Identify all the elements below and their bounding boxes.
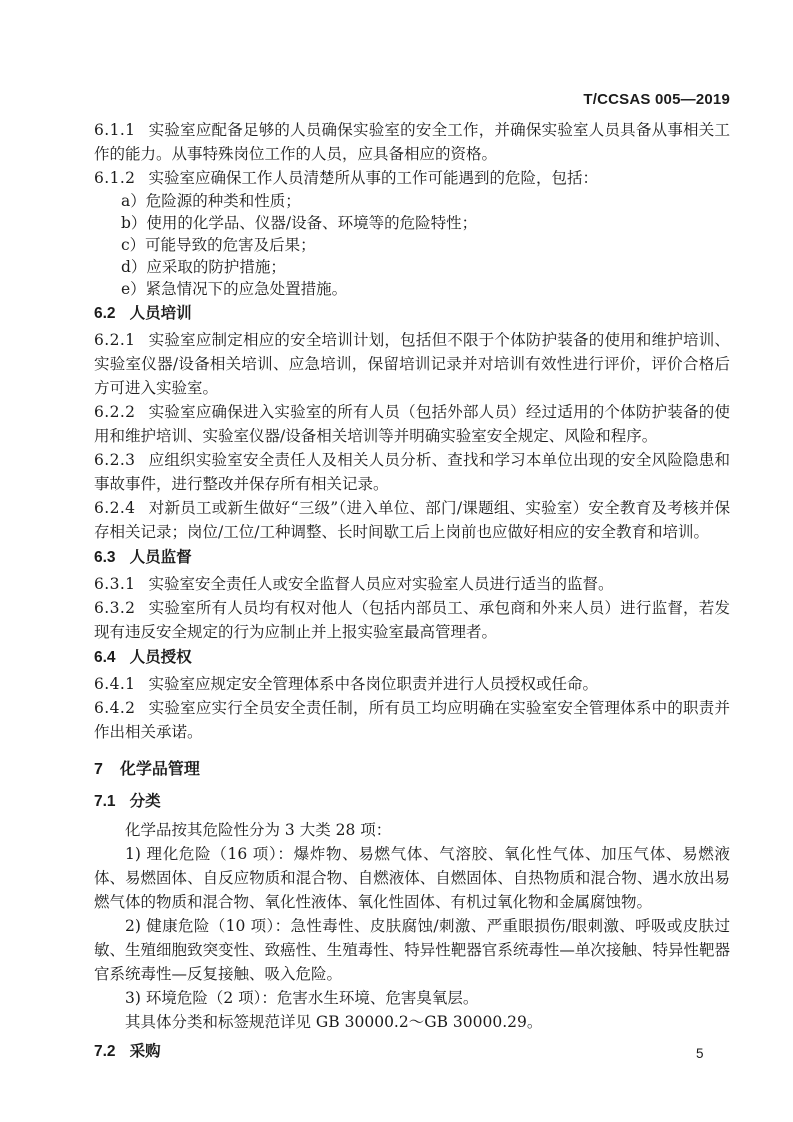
section-heading-7.1 bbox=[94, 790, 730, 814]
section-number: 7.1 bbox=[94, 793, 116, 810]
para-gb-reference: 其具体分类和标签规范详见 GB 30000.2～GB 30000.29。 bbox=[125, 1013, 543, 1031]
section-title: 分类 bbox=[129, 793, 161, 810]
clause-number: 6.3.2 bbox=[94, 599, 136, 617]
clause-number: 6.3.1 bbox=[94, 575, 136, 593]
clause-text: 实验室应制定相应的安全培训计划，包括但不限于个体防护装备的使用和维护培训、实验室仪器/设备相关培训、应急培训，保留培训记录并对培训有效性进行评价，评价合格后方可进入实验室。 bbox=[94, 331, 730, 397]
clause-6.2.1 bbox=[94, 328, 730, 400]
section-heading-6.2 bbox=[94, 302, 730, 326]
para-physical-hazards: 1) 理化危险（16 项）：爆炸物、易燃气体、气溶胶、氧化性气体、加压气体、易燃液体、易燃固体、自反应物质和混合物、自燃液体、自燃固体、自热物质和混合物、遇水放出易燃气体的物质和混合物、氧化性液体、氧化性固体、有机过氧化物和金属腐蚀物。 bbox=[94, 845, 730, 911]
clause-6.4.2 bbox=[94, 696, 730, 744]
section-heading-6.3 bbox=[94, 546, 730, 570]
clause-text: 实验室所有人员均有权对他人（包括内部员工、承包商和外来人员）进行监督，若发现有违反安全规定的行为应制止并上报实验室最高管理者。 bbox=[94, 599, 730, 641]
clause-text: 实验室应确保进入实验室的所有人员（包括外部人员）经过适用的个体防护装备的使用和维护培训、实验室仪器/设备相关培训等并明确实验室安全规定、风险和程序。 bbox=[94, 403, 730, 445]
list-item-a: a）危险源的种类和性质； bbox=[121, 192, 301, 210]
clause-6.1.1 bbox=[94, 118, 730, 166]
clause-number: 6.2.3 bbox=[94, 451, 136, 469]
chapter-title: 化学品管理 bbox=[119, 761, 200, 778]
clause-number: 6.1.2 bbox=[94, 169, 136, 187]
section-heading-6.4 bbox=[94, 646, 730, 670]
section-number: 6.2 bbox=[94, 305, 116, 322]
section-title: 采购 bbox=[129, 1043, 161, 1060]
section-title: 人员培训 bbox=[129, 305, 192, 322]
list-item-b: b）使用的化学品、仪器/设备、环境等的危险特性； bbox=[121, 214, 478, 232]
clause-number: 6.4.2 bbox=[94, 699, 136, 717]
section-title: 人员授权 bbox=[129, 649, 192, 666]
list-item-e: e）紧急情况下的应急处置措施。 bbox=[121, 280, 348, 298]
section-heading-7.2 bbox=[94, 1040, 730, 1064]
para-environmental-hazards: 3) 环境危险（2 项）：危害水生环境、危害臭氧层。 bbox=[125, 989, 479, 1007]
clause-number: 6.4.1 bbox=[94, 675, 136, 693]
clause-text: 对新员工或新生做好“三级”（进入单位、部门/课题组、实验室）安全教育及考核并保存相关记录；岗位/工位/工种调整、长时间歇工后上岗前也应做好相应的安全教育和培训。 bbox=[94, 499, 730, 541]
clause-6.3.2 bbox=[94, 596, 730, 644]
clause-text: 实验室应配备足够的人员确保实验室的安全工作，并确保实验室人员具备从事相关工作的能力。从事特殊岗位工作的人员，应具备相应的资格。 bbox=[94, 121, 730, 163]
clause-text: 应组织实验室安全责任人及相关人员分析、查找和学习本单位出现的安全风险隐患和事故事件，进行整改并保存所有相关记录。 bbox=[94, 451, 730, 493]
section-number: 6.4 bbox=[94, 649, 116, 666]
document-code-header: T/CCSAS 005—2019 bbox=[583, 91, 730, 108]
chapter-heading-7 bbox=[94, 758, 730, 782]
clause-number: 6.2.1 bbox=[94, 331, 136, 349]
para-health-hazards: 2) 健康危险（10 项）：急性毒性、皮肤腐蚀/刺激、严重眼损伤/眼刺激、呼吸或皮肤过敏、生殖细胞致突变性、致癌性、生殖毒性、特异性靶器官系统毒性—单次接触、特异性靶器官系统毒性—反复接触、吸入危险。 bbox=[94, 917, 730, 983]
clause-6.2.4 bbox=[94, 496, 730, 544]
section-number: 6.3 bbox=[94, 549, 116, 566]
clause-6.1.2 bbox=[94, 166, 730, 190]
document-content bbox=[94, 90, 730, 1068]
clause-text: 实验室安全责任人或安全监督人员应对实验室人员进行适当的监督。 bbox=[148, 575, 614, 593]
section-number: 7.2 bbox=[94, 1043, 116, 1060]
clause-6.3.1 bbox=[94, 572, 730, 596]
clause-number: 6.2.2 bbox=[94, 403, 136, 421]
list-item-d: d）应采取的防护措施； bbox=[121, 258, 286, 276]
clause-number: 6.1.1 bbox=[94, 121, 136, 139]
clause-text: 实验室应规定安全管理体系中各岗位职责并进行人员授权或任命。 bbox=[148, 675, 598, 693]
page-number: 5 bbox=[696, 1046, 704, 1061]
clause-number: 6.2.4 bbox=[94, 499, 136, 517]
section-title: 人员监督 bbox=[129, 549, 192, 566]
para-classification-intro: 化学品按其危险性分为 3 大类 28 项： bbox=[125, 821, 392, 839]
clause-text: 实验室应实行全员安全责任制，所有员工均应明确在实验室安全管理体系中的职责并作出相关承诺。 bbox=[94, 699, 730, 741]
clause-6.2.2 bbox=[94, 400, 730, 448]
clause-6.4.1 bbox=[94, 672, 730, 696]
clause-6.2.3 bbox=[94, 448, 730, 496]
chapter-number: 7 bbox=[94, 761, 103, 778]
clause-text: 实验室应确保工作人员清楚所从事的工作可能遇到的危险，包括： bbox=[148, 169, 598, 187]
list-item-c: c）可能导致的危害及后果； bbox=[121, 236, 316, 254]
